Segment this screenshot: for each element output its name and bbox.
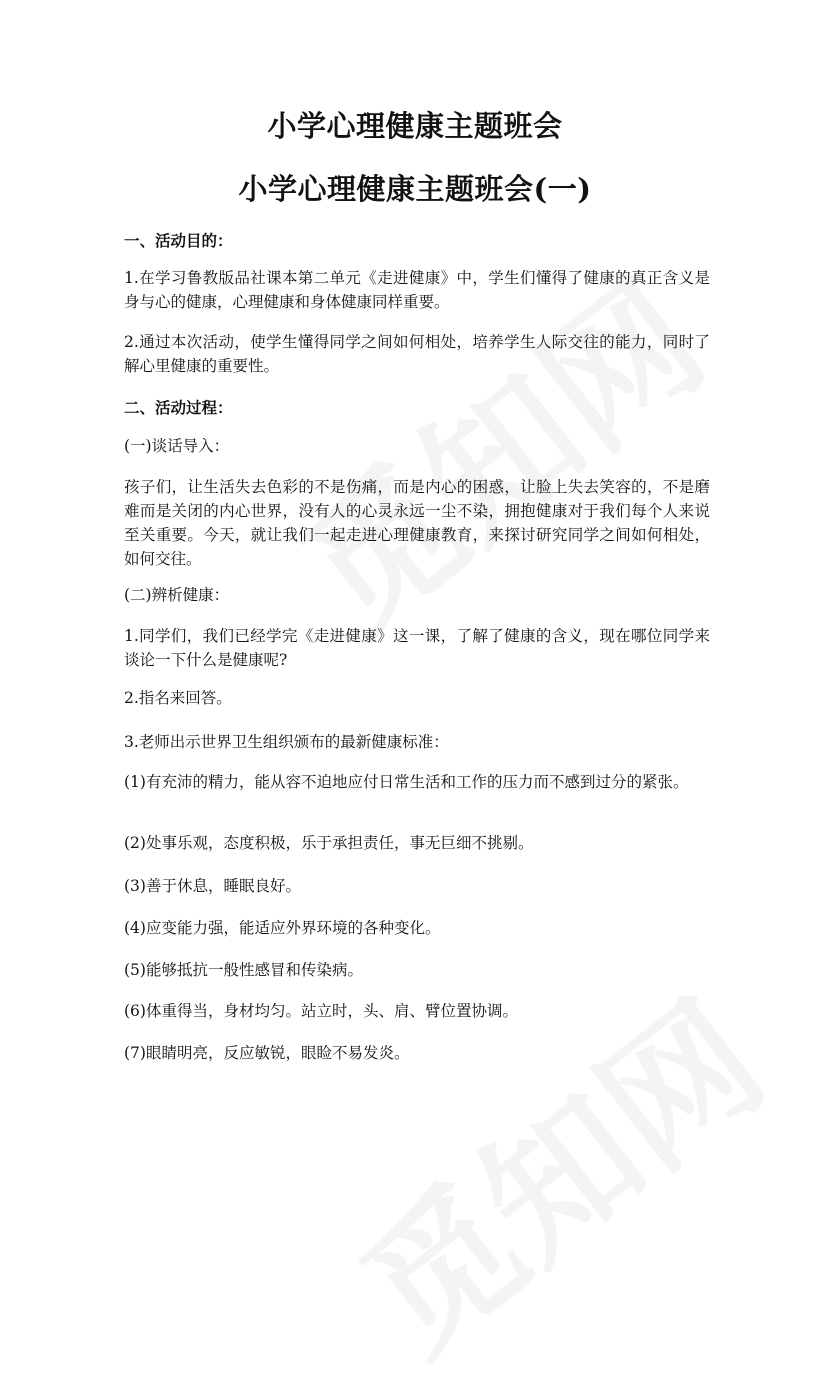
standard-item-3: (3)善于休息，睡眠良好。 bbox=[124, 877, 301, 895]
part2-item-1: 1.同学们，我们已经学完《走进健康》这一课，了解了健康的含义，现在哪位同学来谈论一下什么是健康呢? bbox=[124, 627, 710, 669]
standard-item-1: (1)有充沛的精力，能从容不迫地应付日常生活和工作的压力而不感到过分的紧张。 bbox=[124, 773, 689, 791]
part1-paragraph: 孩子们，让生活失去色彩的不是伤痛，而是内心的困惑，让脸上失去笑容的，不是磨难而是关闭的内心世界，没有人的心灵永远一尘不染，拥抱健康对于我们每个人来说至关重要。今天，就让我们一起走进心理健康教育，来探讨研究同学之间如何相处，如何交往。 bbox=[124, 478, 710, 568]
standard-item-6: (6)体重得当，身材均匀。站立时，头、肩、臂位置协调。 bbox=[124, 1002, 518, 1020]
document-subtitle: 小学心理健康主题班会(一) bbox=[238, 172, 592, 206]
standard-item-2: (2)处事乐观，态度积极，乐于承担责任，事无巨细不挑剔。 bbox=[124, 834, 534, 852]
goal-item-1: 1.在学习鲁教版品社课本第二单元《走进健康》中，学生们懂得了健康的真正含义是身与心的健康，心理健康和身体健康同样重要。 bbox=[124, 269, 710, 311]
document-title: 小学心理健康主题班会 bbox=[267, 109, 563, 143]
section-heading-goal: 一、活动目的： bbox=[124, 231, 233, 250]
part2-item-2: 2.指名来回答。 bbox=[124, 689, 232, 707]
part2-item-3: 3.老师出示世界卫生组织颁布的最新健康标准： bbox=[124, 733, 449, 751]
goal-item-2: 2.通过本次活动，使学生懂得同学之间如何相处，培养学生人际交往的能力，同时了解心里健康的重要性。 bbox=[124, 333, 710, 375]
part1-heading: (一)谈话导入： bbox=[124, 437, 230, 455]
standard-item-4: (4)应变能力强，能适应外界环境的各种变化。 bbox=[124, 919, 441, 937]
section-heading-process: 二、活动过程： bbox=[124, 398, 233, 417]
part2-heading: (二)辨析健康： bbox=[124, 586, 230, 604]
standard-item-7: (7)眼睛明亮，反应敏锐，眼睑不易发炎。 bbox=[124, 1044, 410, 1062]
standard-item-5: (5)能够抵抗一般性感冒和传染病。 bbox=[124, 961, 363, 979]
